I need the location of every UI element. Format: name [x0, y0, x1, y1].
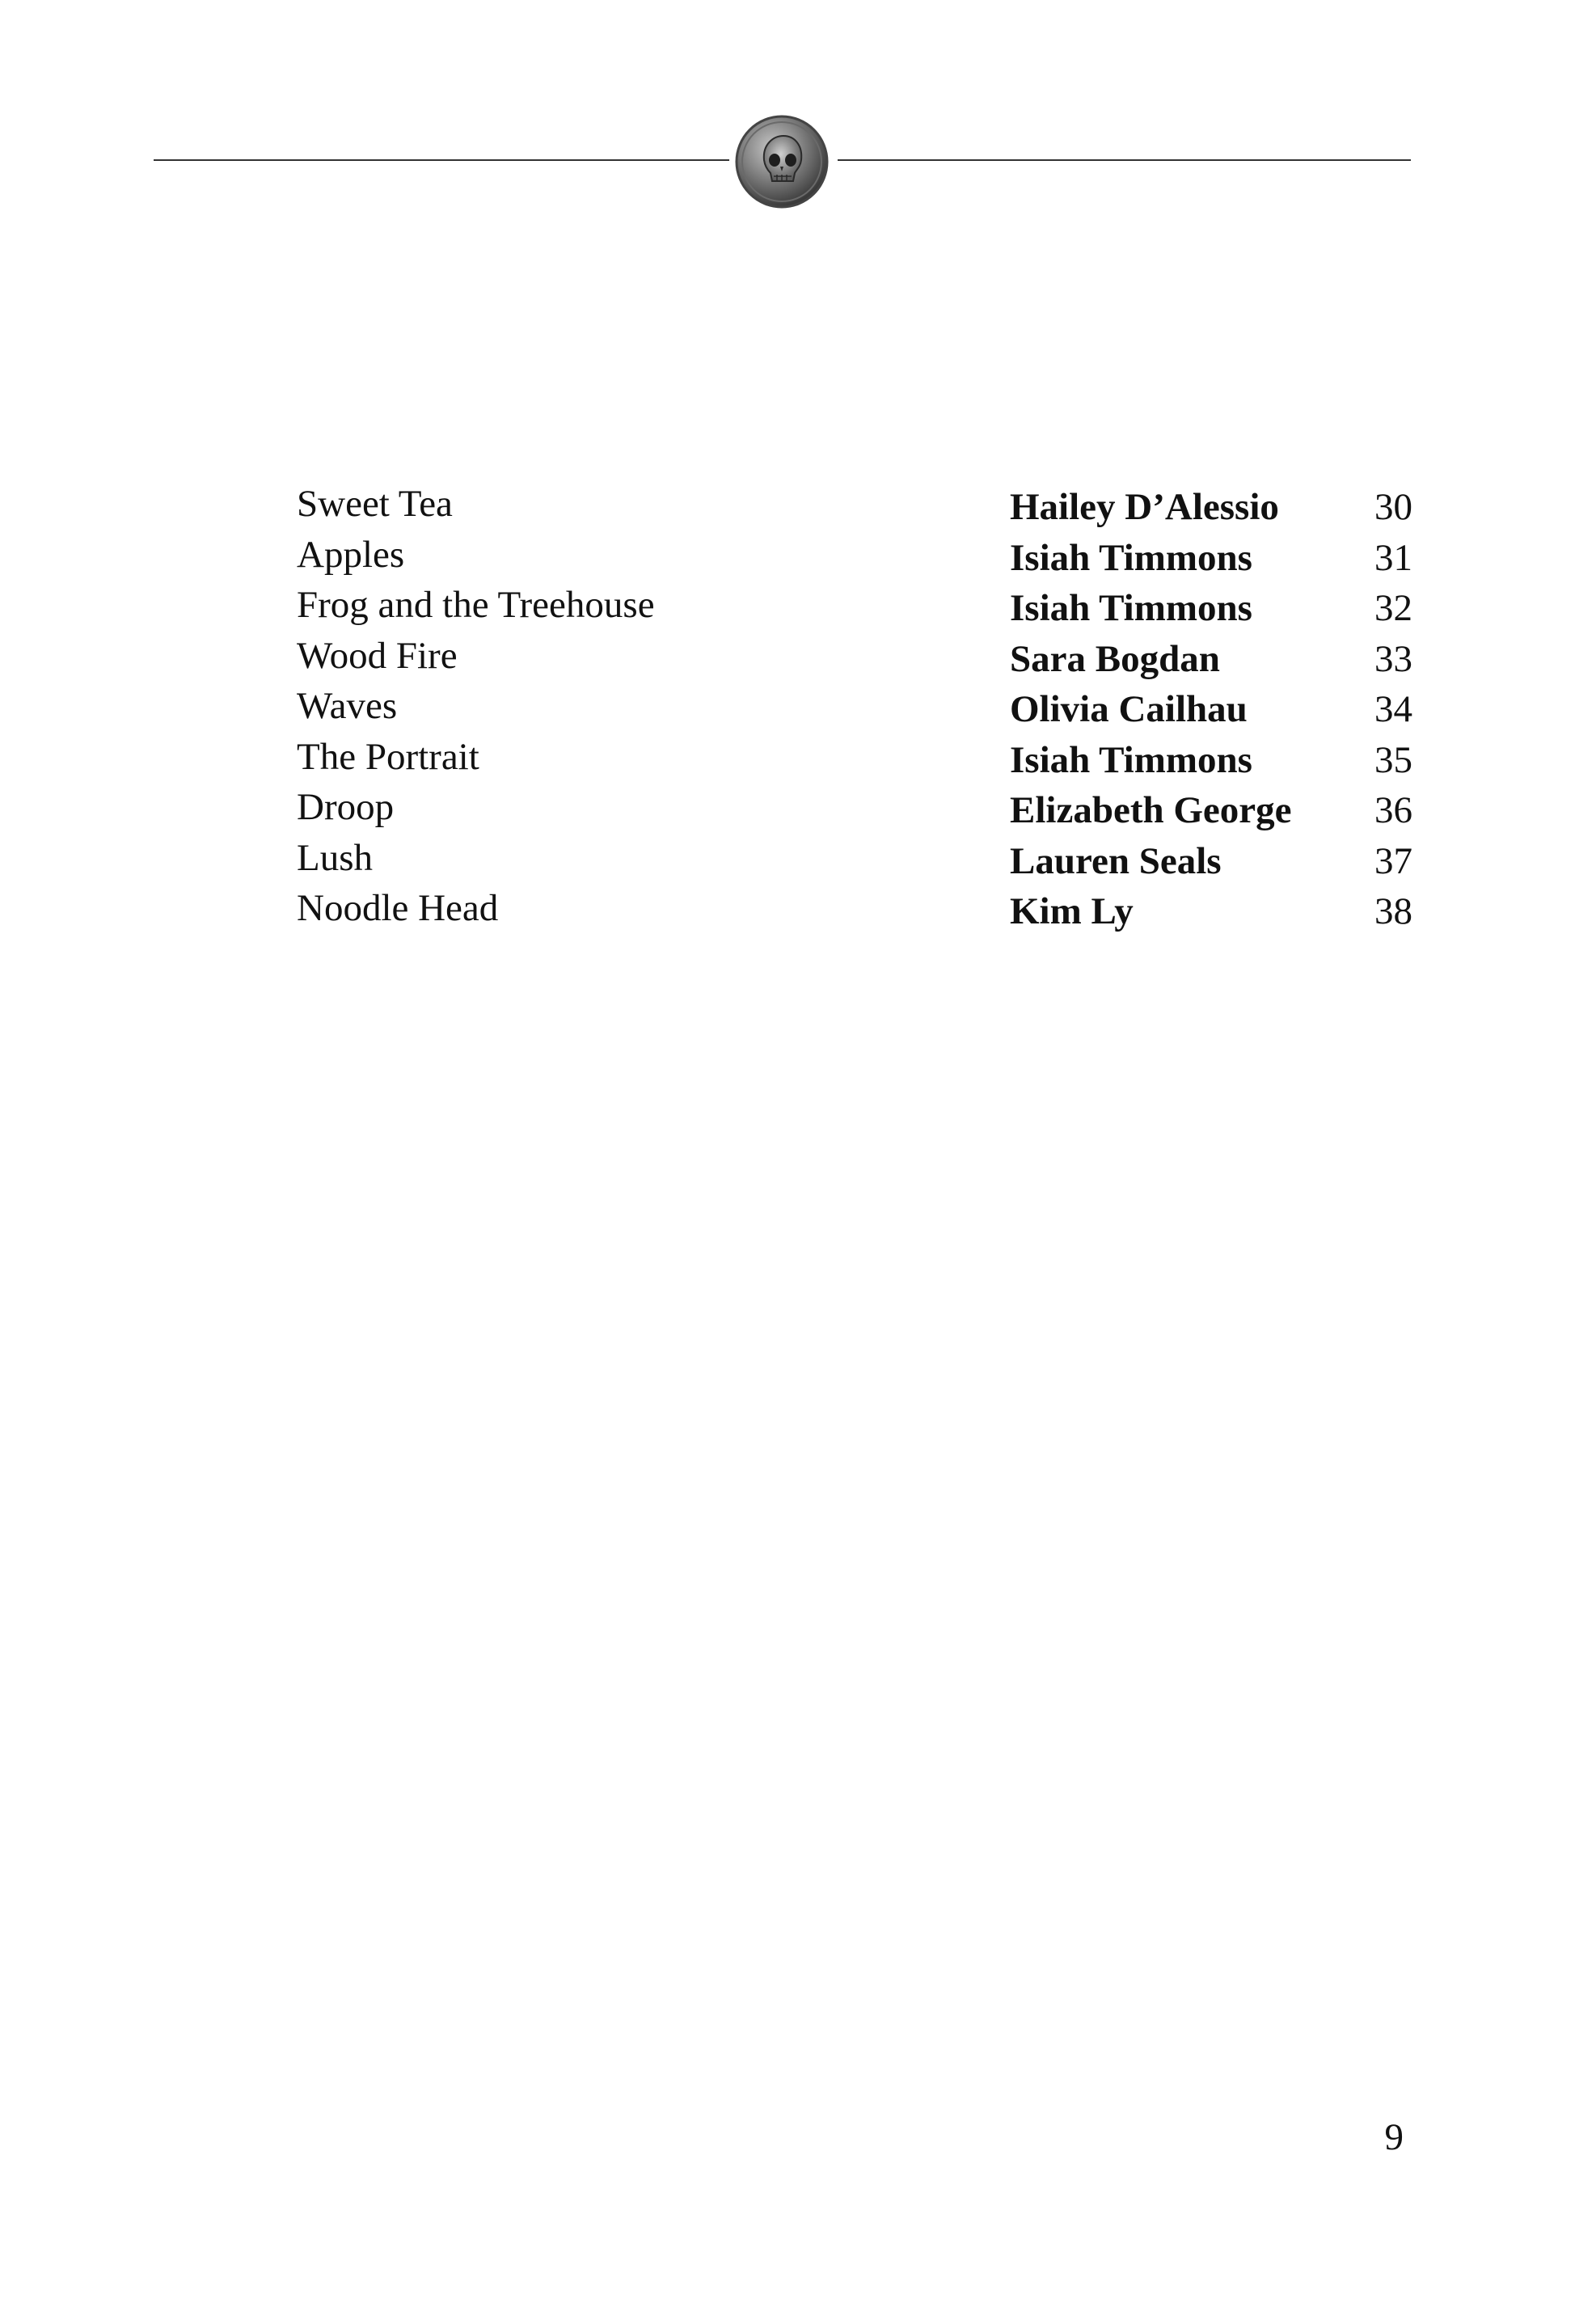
- toc-entry-title: Wood Fire: [297, 634, 458, 677]
- toc-entry-title: Waves: [297, 685, 398, 727]
- toc-entry-title: Sweet Tea: [297, 483, 453, 525]
- table-of-contents: [297, 479, 1412, 934]
- toc-entry: [297, 732, 1412, 783]
- skull-medallion-icon: [733, 113, 830, 210]
- toc-entry-title: Lush: [297, 836, 373, 879]
- toc-entry-page: 36: [1374, 789, 1412, 831]
- toc-entry: [297, 833, 1412, 884]
- toc-entry-author: Olivia Cailhau: [1010, 688, 1248, 730]
- toc-entry: [297, 580, 1412, 631]
- toc-entry-title: Droop: [297, 786, 395, 828]
- toc-entry-page: 32: [1374, 587, 1412, 629]
- toc-entry-page: 34: [1374, 688, 1412, 730]
- toc-entry-title: Noodle Head: [297, 887, 499, 929]
- toc-entry-page: 35: [1374, 738, 1412, 781]
- toc-entry-title: Apples: [297, 533, 405, 576]
- header-rule-right: [838, 159, 1411, 161]
- toc-entry-author: Elizabeth George: [1010, 789, 1292, 831]
- toc-entry-author: Hailey D’Alessio: [1010, 486, 1279, 528]
- toc-entry-page: 33: [1374, 637, 1412, 680]
- toc-entry-page: 31: [1374, 536, 1412, 579]
- toc-entry-title: Frog and the Treehouse: [297, 584, 655, 626]
- toc-entry: [297, 782, 1412, 833]
- toc-entry-page: 30: [1374, 486, 1412, 528]
- toc-entry: [297, 479, 1412, 530]
- header-rule-left: [154, 159, 729, 161]
- toc-entry-author: Isiah Timmons: [1010, 536, 1252, 579]
- toc-entry: [297, 530, 1412, 581]
- toc-entry: [297, 883, 1412, 934]
- toc-entry-author: Sara Bogdan: [1010, 637, 1220, 680]
- toc-entry-title: The Portrait: [297, 735, 479, 778]
- toc-entry-author: Isiah Timmons: [1010, 587, 1252, 629]
- toc-entry-page: 37: [1374, 839, 1412, 882]
- toc-entry-author: Isiah Timmons: [1010, 738, 1252, 781]
- page-number: 9: [1384, 2116, 1404, 2158]
- toc-entry: [297, 631, 1412, 682]
- toc-entry: [297, 681, 1412, 732]
- toc-entry-author: Kim Ly: [1010, 890, 1134, 932]
- toc-entry-author: Lauren Seals: [1010, 839, 1222, 882]
- toc-entry-page: 38: [1374, 890, 1412, 932]
